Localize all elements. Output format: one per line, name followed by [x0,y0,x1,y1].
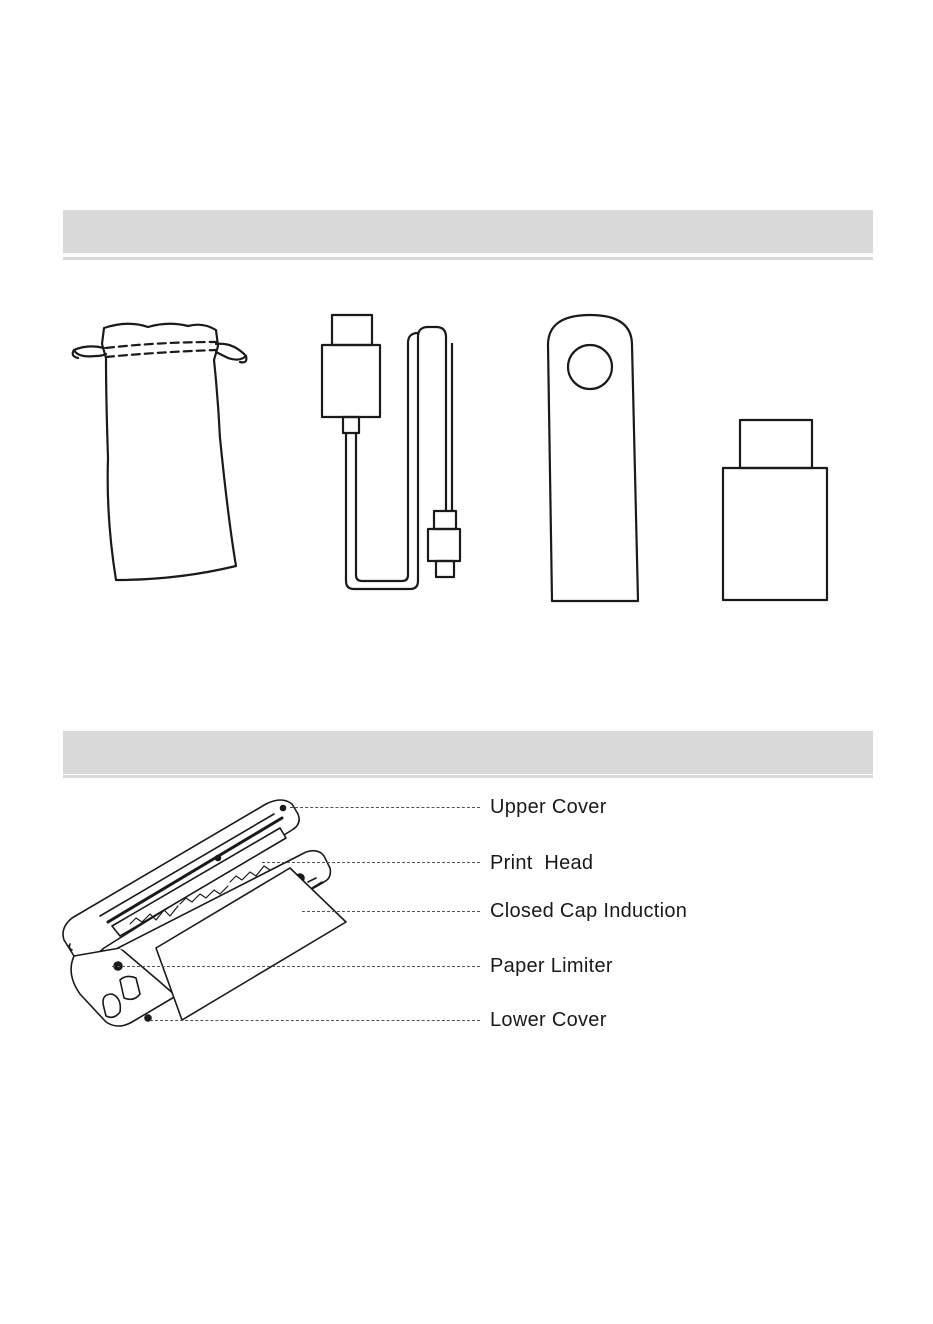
leader-line-print-head [262,862,480,863]
callout-upper-cover: Upper Cover [490,796,607,818]
section-header-band-accessories [63,210,873,253]
callout-print-head: Print Head [490,852,594,874]
usb-cable-icon [318,313,453,595]
callout-paper-limiter: Paper Limiter [490,955,613,977]
callout-closed-cap-induction: Closed Cap Induction [490,900,688,922]
section-underline [63,775,873,778]
drawstring-pouch-icon [68,318,248,583]
leader-line-upper-cover [290,807,480,808]
section-header-band-parts [63,731,873,774]
lanyard-strap-icon [540,315,650,605]
leader-line-paper-limiter [112,966,480,967]
usb-adapter-icon [720,418,830,603]
leader-line-lower-cover [150,1020,480,1021]
printer-illustration [60,798,360,1028]
section-underline [63,257,873,260]
callout-lower-cover: Lower Cover [490,1009,607,1031]
leader-line-closed-cap-induction [302,911,480,912]
